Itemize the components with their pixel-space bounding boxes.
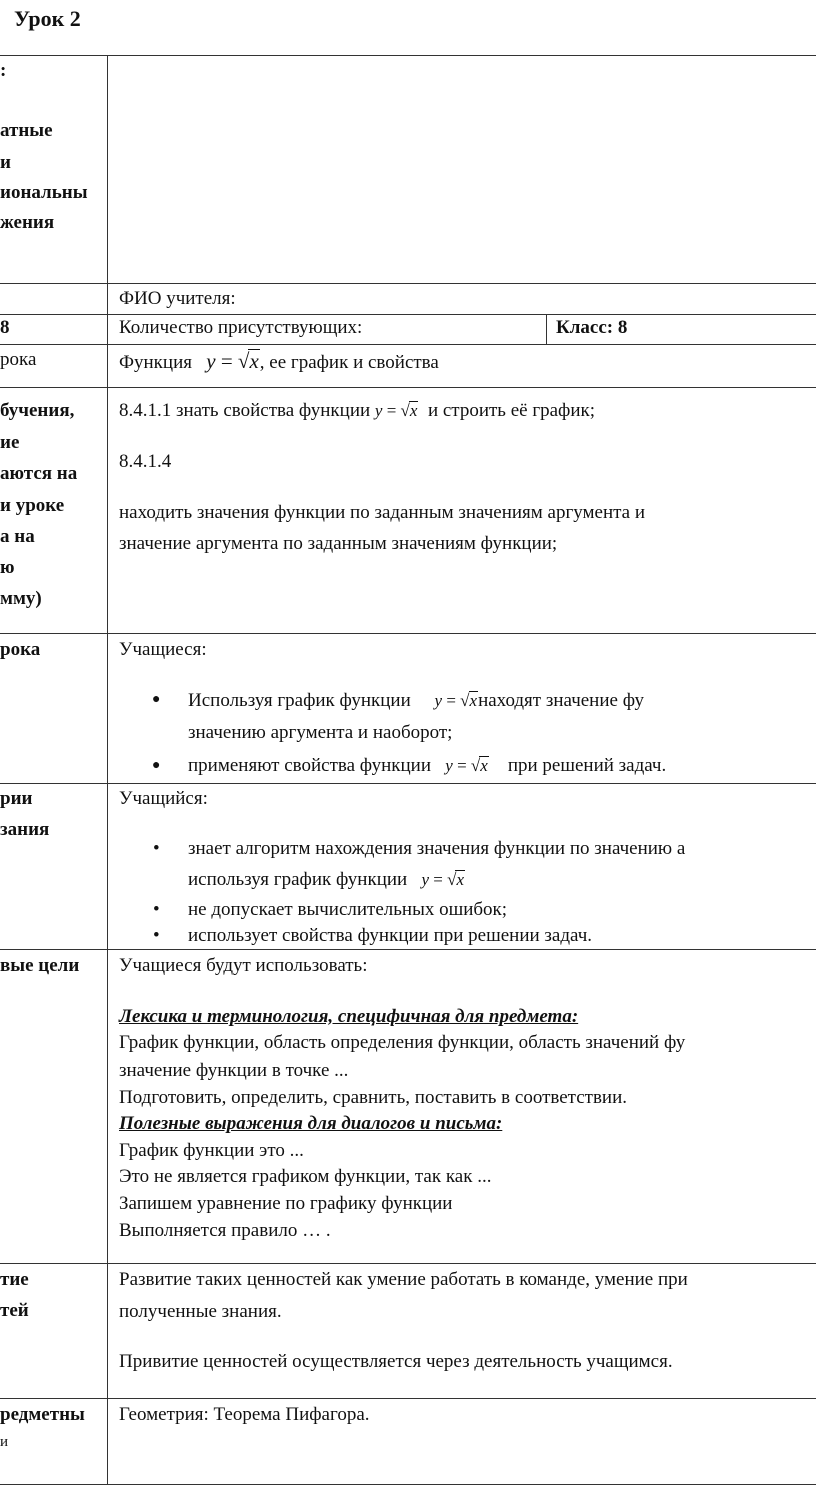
row-divider [0,1263,816,1264]
goals-b1-formula [435,691,479,710]
goals-intro: Учащиеся: [119,639,207,660]
formula-y: y [374,401,383,420]
left-label-line: мму) [0,588,42,609]
language-line: значение функции в точке ... [119,1060,349,1081]
bullet-dot: ● [152,692,161,707]
language-heading-1: Лексика и терминология, специфичная для предмета: [119,1006,579,1027]
row-divider [0,633,816,634]
language-intro: Учащиеся будут использовать: [119,955,368,976]
values-line-1: Развитие таких ценностей как умение работать в команде, умение при [119,1269,688,1290]
objective-2-line1: находить значения функции по заданным значениям аргумента и [119,502,646,523]
left-label-line: и [0,152,11,173]
objective-1-suffix: и строить её график; [427,400,596,421]
language-line: Выполняется правило … . [119,1220,331,1241]
formula-y: y [206,349,216,373]
bullet-small: • [153,925,160,946]
sqrt-symbol: √x [470,756,488,775]
left-label-line: аются на [0,463,78,484]
objective-1-text: 8.4.1.1 знать свойства функции [119,400,371,421]
left-label-line: редметны [0,1404,85,1425]
formula-radicand: x [469,691,478,710]
formula-radicand: x [249,349,259,373]
criteria-b1-cont-text: используя график функции [188,869,408,890]
language-heading-2: Полезные выражения для диалогов и письма: [119,1113,503,1134]
language-line: График функции это ... [119,1140,304,1161]
left-label-line: тей [0,1300,29,1321]
left-label-line: тие [0,1269,29,1290]
row-divider [0,314,816,315]
topic-suffix: , ее график и свойства [259,352,439,373]
goals-b2-formula [445,756,489,775]
bullet-small: • [153,899,160,920]
attendance-left: 8 [0,317,10,338]
formula-eq: = [446,691,456,710]
criteria-bullet-2: не допускает вычислительных ошибок; [188,899,508,920]
language-line: График функции, область определения функции, область значений фу [119,1032,686,1053]
criteria-bullet-3: использует свойства функции при решении задач. [188,925,593,946]
left-label-line: ие [0,432,20,453]
formula-y: y [434,691,443,710]
goals-left: рока [0,639,41,660]
column-divider [107,55,108,1485]
row-divider [0,387,816,388]
bullet-dot: ● [152,758,161,773]
row-divider [0,949,816,950]
language-line: Подготовить, определить, сравнить, поставить в соответствии. [119,1087,628,1108]
formula-y: y [445,756,453,775]
attendance-label: Количество присутствующих: [119,317,363,338]
values-line-2: полученные знания. [119,1301,282,1322]
left-label-line: а на [0,526,35,547]
objective-2-line2: значение аргумента по заданным значениям функции; [119,533,558,554]
language-left: вые цели [0,955,80,976]
row-divider [0,344,816,345]
sqrt-symbol: √x [237,349,259,373]
goals-b1-suffix: находят значение фу [478,690,645,711]
goals-b2-prefix: применяют свойства функции [188,755,432,776]
sqrt-symbol: √x [460,691,478,710]
goals-bullet-2 [188,755,666,777]
page-title: Урок 2 [14,6,81,31]
formula-eq: = [386,401,397,420]
objective-1-formula [375,401,419,420]
table-border-bottom [0,1484,816,1485]
goals-b1-prefix: Используя график функции [188,690,411,711]
language-line: Запишем уравнение по графику функции [119,1193,453,1214]
left-label-line: зания [0,819,50,840]
goals-b2-suffix: при решений задач. [507,755,667,776]
formula-radicand: x [456,870,464,889]
left-label-line: : [0,60,7,81]
table-border-top [0,55,816,56]
left-label-line: жения [0,212,55,233]
formula-radicand: x [409,401,418,420]
criteria-b1-formula [421,870,465,889]
row-divider [0,1398,816,1399]
left-label-line: атные [0,120,53,141]
formula-eq: = [457,756,467,775]
formula-radicand: x [480,756,488,775]
sqrt-symbol: √x [447,870,464,889]
bullet-small: • [153,838,160,859]
left-label-line: иональны [0,182,88,203]
teacher-label: ФИО учителя: [119,288,236,309]
goals-bullet-1-cont: значению аргумента и наоборот; [188,722,453,743]
topic-text [119,349,439,374]
criteria-bullet-1: знает алгоритм нахождения значения функции по значению а [188,838,686,859]
formula-eq: = [433,870,443,889]
topic-prefix: Функция [119,352,192,373]
topic-formula [206,349,260,373]
language-line: Это не является графиком функции, так как ... [119,1166,492,1187]
topic-left: рока [0,349,37,370]
left-label-line: и уроке [0,495,65,516]
left-label-line: ю [0,557,15,578]
formula-y: y [421,870,430,889]
objective-1 [119,400,595,422]
criteria-bullet-1-cont [188,869,465,891]
row-divider [0,283,816,284]
values-line-3: Привитие ценностей осуществляется через деятельность учащимся. [119,1351,673,1372]
sqrt-symbol: √x [400,401,418,420]
objective-code: 8.4.1.4 [119,451,172,472]
goals-bullet-1 [188,690,644,712]
row-divider [0,783,816,784]
formula-eq: = [220,349,233,373]
criteria-intro: Учащийся: [119,788,208,809]
left-label-line: рии [0,788,33,809]
left-label-line: бучения, [0,400,75,421]
class-label: Класс: 8 [556,317,628,338]
cross-text: Геометрия: Теорема Пифагора. [119,1404,370,1425]
left-label-line: и [0,1434,9,1450]
class-cell-divider [546,314,547,345]
